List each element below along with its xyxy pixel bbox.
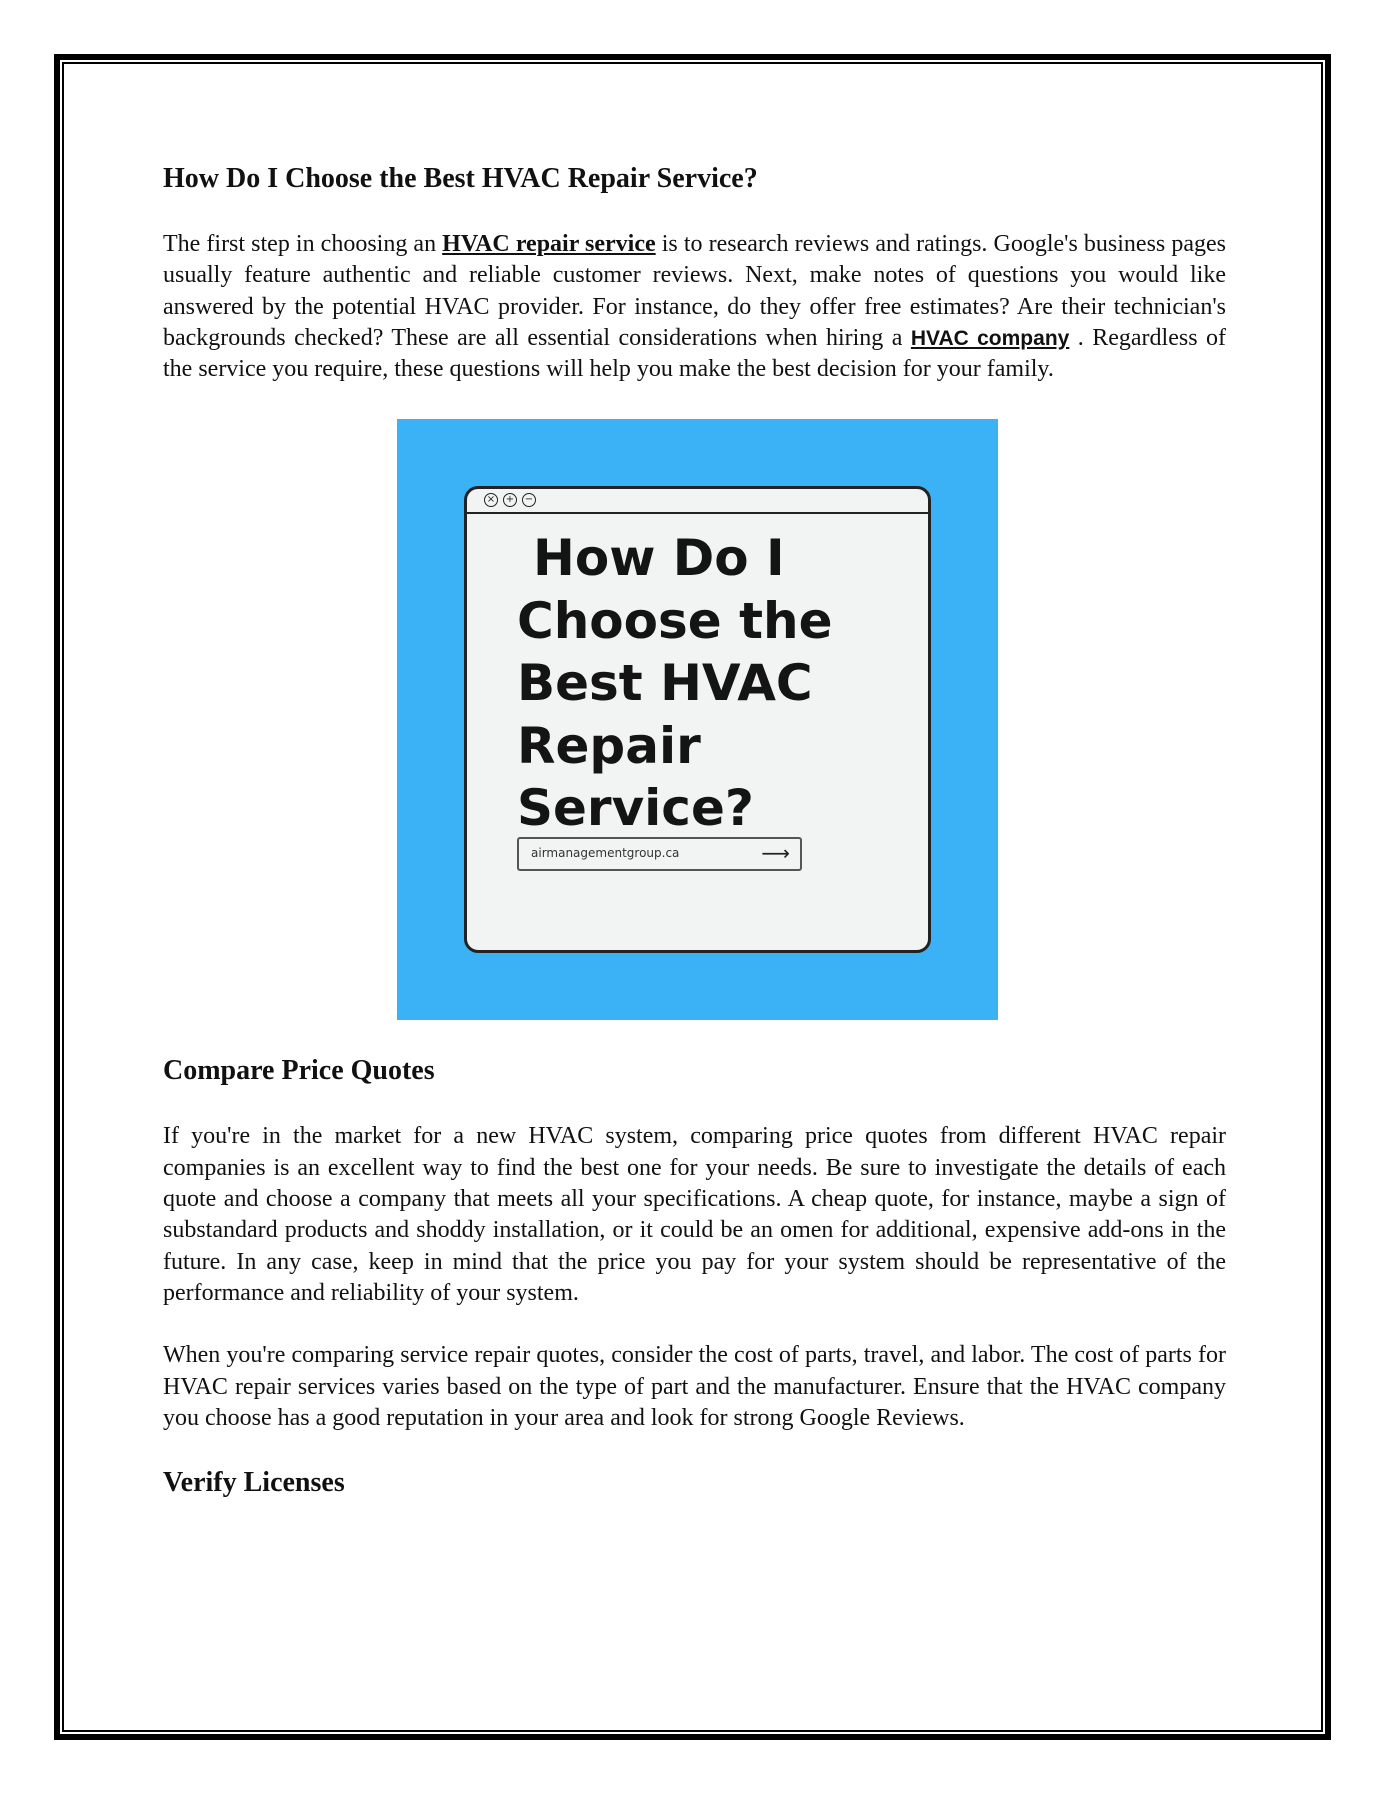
paragraph-choose [163,229,1226,385]
maximize-icon: + [503,493,517,507]
image-title-line-5: Service? [517,779,754,838]
minimize-icon: − [522,493,536,507]
paragraph-choose-text-1: The first step in choosing an [163,231,443,257]
image-title [517,527,897,840]
image-title-line-3: Best HVAC [517,654,813,713]
heading-choose: How Do I Choose the Best HVAC Repair Service? [163,163,758,194]
image-title-line-1: How Do I [533,529,785,588]
paragraph-choose-text-2: is to research reviews and ratings. Google's business pages usually feature authentic and reliable customer reviews. Next, make notes of questions you would like answered by the potential HVAC provider. For instance, do they offer free estimates? Are their technician's backgrounds checked? These are all essential considerations when hiring a [163,231,1226,351]
paragraph-choose-text-3: . Regardless of the service you require, these questions will help you make the best decision for your family. [163,324,1227,383]
hvac-repair-service-link[interactable]: HVAC repair service [442,231,656,257]
article-image [397,419,998,1020]
heading-compare: Compare Price Quotes [163,1055,435,1087]
browser-window-illustration [464,486,931,953]
hvac-company-link[interactable]: HVAC company [910,326,1070,350]
figure-container [163,419,1226,1020]
browser-titlebar [467,489,928,514]
image-title-line-2: Choose the [517,591,833,650]
arrow-right-icon: ⟶ [761,841,790,866]
url-text: airmanagementgroup.ca [531,846,680,861]
image-title-line-4: Repair [517,716,701,775]
close-icon: × [484,493,498,507]
url-bar [517,837,802,871]
heading-verify: Verify Licenses [163,1467,345,1499]
paragraph-compare-1: If you're in the market for a new HVAC system, comparing price quotes from different HVAC repair companies is an excellent way to find the best one for your needs. Be sure to investigate the details of each quote and choose a company that meets all your specifications. A cheap quote, for instance, maybe a sign of substandard products and shoddy installation, or it could be an omen for additional, expensive add-ons in the future. In any case, keep in mind that the price you pay for your system should be representative of the performance and reliability of your system. [163,1123,1226,1306]
document-content [163,162,1226,1500]
paragraph-compare-2: When you're comparing service repair quotes, consider the cost of parts, travel, and labor. The cost of parts for HVAC repair services varies based on the type of part and the manufacturer. Ensure that the HVAC company you choose has a good reputation in your area and look for strong Google Reviews. [163,1342,1226,1431]
window-controls [484,493,536,507]
